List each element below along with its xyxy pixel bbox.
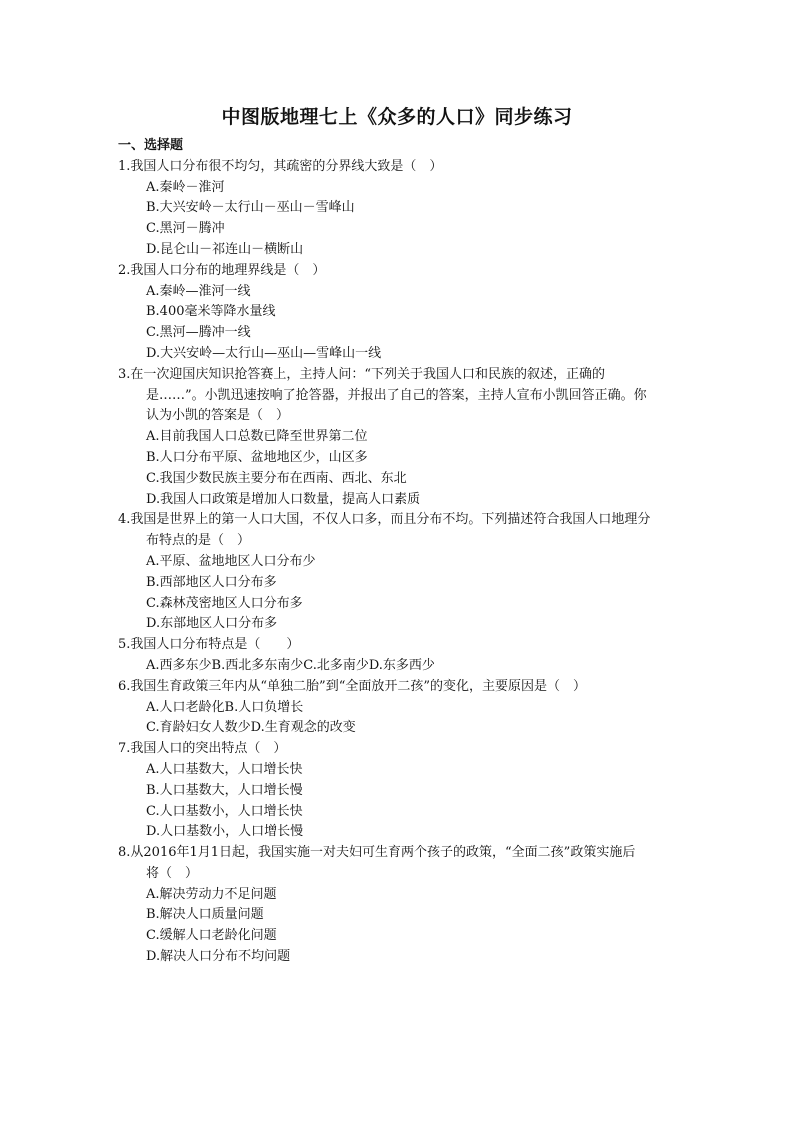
option-row — [118, 698, 703, 719]
question-stem: 7.我国人口的突出特点（ ） — [118, 741, 287, 757]
option-b: B.人口负增长 — [224, 699, 304, 715]
option-a: A.人口老龄化 — [146, 699, 225, 715]
question-stem: 6.我国生育政策三年内从“单独二胎”到“全面放开二孩”的变化，主要原因是（ ） — [118, 678, 586, 694]
option-a: A.平原、盆地地区人口分布少 — [146, 553, 316, 569]
option-row — [118, 656, 703, 677]
question-stem-continued: 是……”。小凯迅速按响了抢答器，并报出了自己的答案，主持人宣布小凯回答正确。你 — [146, 387, 647, 403]
option-a: A.秦岭－淮河 — [146, 179, 225, 195]
option-b: B.西部地区人口分布多 — [146, 574, 277, 590]
question-2 — [118, 261, 703, 365]
question-stem: 4.我国是世界上的第一人口大国，不仅人口多，而且分布不均。下列描述符合我国人口地理分 — [118, 512, 651, 528]
question-stem-continued: 将（ ） — [146, 865, 199, 881]
option-row — [118, 718, 703, 739]
option-c: C.人口基数小，人口增长快 — [146, 803, 303, 819]
option-c: C.我国少数民族主要分布在西南、西北、东北 — [146, 470, 407, 486]
question-stem-continued: 认为小凯的答案是（ ） — [146, 408, 290, 424]
option-d: D.大兴安岭—太行山—巫山—雪峰山一线 — [146, 345, 382, 361]
question-stem-continued: 布特点的是（ ） — [146, 533, 251, 549]
question-stem: 5.我国人口分布特点是（ ） — [118, 637, 300, 653]
option-b: B.400毫米等降水量线 — [146, 304, 276, 320]
option-c: C.黑河－腾冲 — [146, 221, 225, 237]
option-b: B.解决人口质量问题 — [146, 907, 264, 923]
option-b: B.西北多东南少 — [211, 657, 304, 673]
question-4 — [118, 510, 703, 635]
option-d: D.生育观念的改变 — [250, 720, 356, 736]
option-a: A.解决劳动力不足问题 — [146, 886, 277, 902]
option-a: A.人口基数大，人口增长快 — [146, 761, 303, 777]
option-c: C.森林茂密地区人口分布多 — [146, 595, 303, 611]
question-stem: 3.在一次迎国庆知识抢答赛上，主持人问：“下列关于我国人口和民族的叙述，正确的 — [118, 366, 606, 382]
section-heading: 一、选择题 — [118, 138, 184, 153]
option-a: A.西多东少 — [146, 657, 212, 673]
question-8 — [118, 843, 703, 968]
option-b: B.大兴安岭－太行山－巫山－雪峰山 — [146, 200, 355, 216]
question-stem: 1.我国人口分布很不均匀，其疏密的分界线大致是（ ） — [118, 158, 443, 174]
option-d: D.东部地区人口分布多 — [146, 616, 278, 632]
question-stem: 8.从2016年1月1日起，我国实施一对夫妇可生育两个孩子的政策，“全面二孩”政策实施后 — [118, 845, 636, 861]
question-5 — [118, 635, 703, 677]
question-stem: 2.我国人口分布的地理界线是（ ） — [118, 262, 326, 278]
option-d: D.昆仑山－祁连山－横断山 — [146, 241, 304, 257]
option-b: B.人口基数大，人口增长慢 — [146, 782, 303, 798]
option-a: A.秦岭—淮河一线 — [146, 283, 251, 299]
question-3 — [118, 365, 703, 511]
option-d: D.我国人口政策是增加人口数量，提高人口素质 — [146, 491, 421, 507]
option-d: D.解决人口分布不均问题 — [146, 949, 291, 965]
page-title: 中图版地理七上《众多的人口》同步练习 — [221, 106, 573, 128]
option-d: D.东多西少 — [368, 657, 435, 673]
question-1 — [118, 157, 703, 261]
option-c: C.缓解人口老龄化问题 — [146, 928, 277, 944]
option-b: B.人口分布平原、盆地地区少，山区多 — [146, 449, 368, 465]
question-list — [118, 136, 703, 968]
option-c: C.黑河—腾冲一线 — [146, 325, 251, 341]
option-c: C.北多南少 — [303, 657, 369, 673]
option-c: C.育龄妇女人数少 — [146, 720, 251, 736]
question-7 — [118, 739, 703, 843]
question-6 — [118, 677, 703, 739]
option-a: A.目前我国人口总数已降至世界第二位 — [146, 429, 368, 445]
option-d: D.人口基数小，人口增长慢 — [146, 824, 304, 840]
